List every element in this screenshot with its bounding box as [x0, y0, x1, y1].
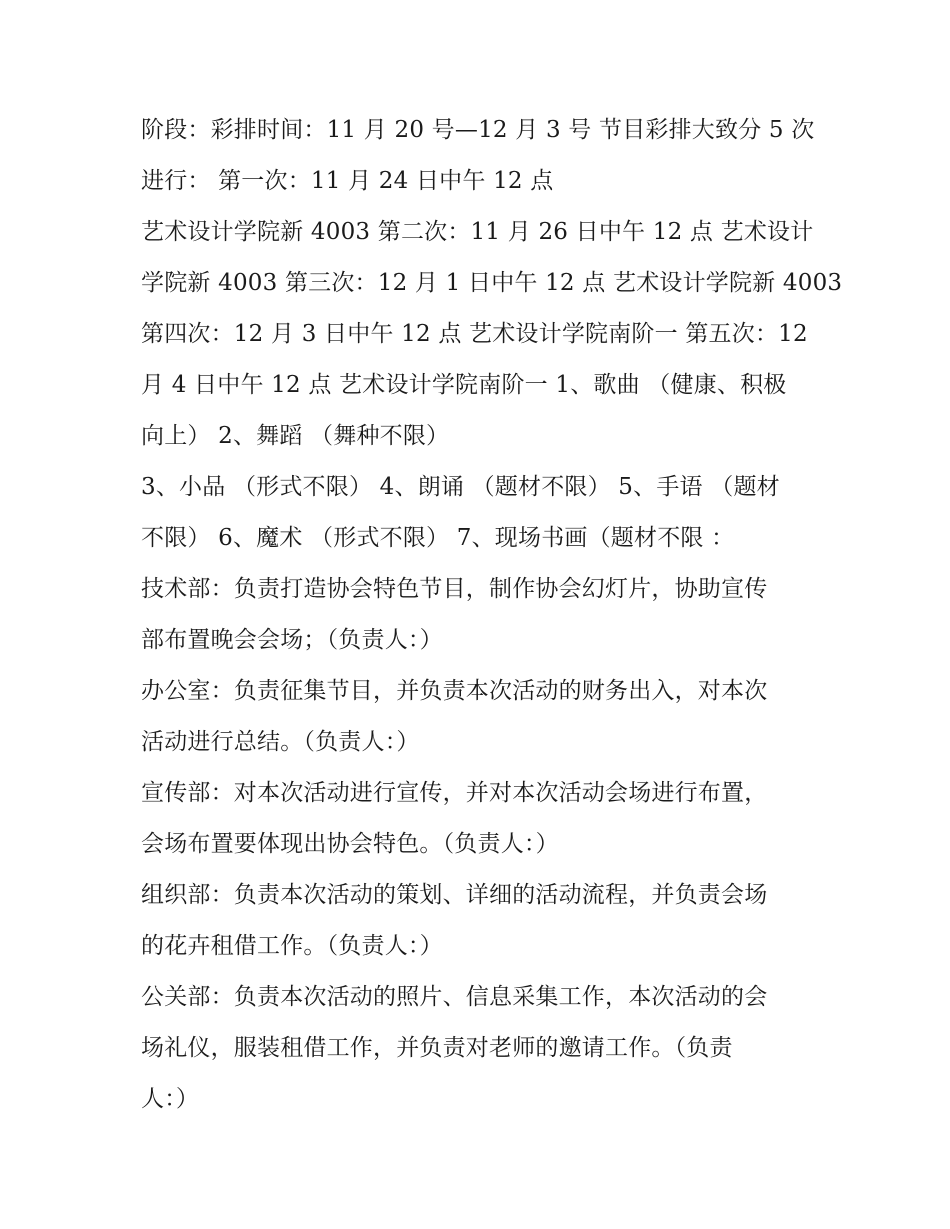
text-line: 部布置晚会会场；（负责人：）: [141, 627, 443, 653]
text-line: 技术部：负责打造协会特色节目，制作协会幻灯片，协助宣传: [141, 576, 768, 602]
text-line: 第四次：12 月 3 日中午 12 点 艺术设计学院南阶一 第五次：12: [141, 321, 808, 347]
text-line: 会场布置要体现出协会特色。（负责人：）: [141, 831, 559, 857]
text-line: 场礼仪，服装租借工作，并负责对老师的邀请工作。（负责: [141, 1035, 733, 1061]
text-line: 不限） 6、魔术 （形式不限） 7、现场书画（题材不限 ：: [141, 525, 735, 551]
text-line: 月 4 日中午 12 点 艺术设计学院南阶一 1、歌曲 （健康、积极: [141, 372, 787, 398]
text-line: 向上） 2、舞蹈 （舞种不限）: [141, 423, 450, 449]
text-line: 办公室：负责征集节目，并负责本次活动的财务出入，对本次: [141, 678, 768, 704]
document-body: [141, 105, 843, 1125]
text-line: 组织部：负责本次活动的策划、详细的活动流程，并负责会场: [141, 882, 768, 908]
text-line: 公关部：负责本次活动的照片、信息采集工作，本次活动的会: [141, 984, 768, 1010]
text-line: 的花卉租借工作。（负责人：）: [141, 933, 443, 959]
text-line: 学院新 4003 第三次：12 月 1 日中午 12 点 艺术设计学院新 4003: [141, 270, 843, 296]
text-line: 活动进行总结。（负责人：）: [141, 729, 420, 755]
text-line: 艺术设计学院新 4003 第二次：11 月 26 日中午 12 点 艺术设计: [141, 219, 814, 245]
text-line: 人：）: [141, 1086, 200, 1112]
text-line: 3、小品 （形式不限） 4、朗诵 （题材不限） 5、手语 （题材: [141, 474, 780, 500]
text-line: 进行： 第一次：11 月 24 日中午 12 点: [141, 168, 554, 194]
text-line: 阶段：彩排时间：11 月 20 号—12 月 3 号 节目彩排大致分 5 次: [141, 117, 815, 143]
text-line: 宣传部：对本次活动进行宣传，并对本次活动会场进行布置，: [141, 780, 768, 806]
